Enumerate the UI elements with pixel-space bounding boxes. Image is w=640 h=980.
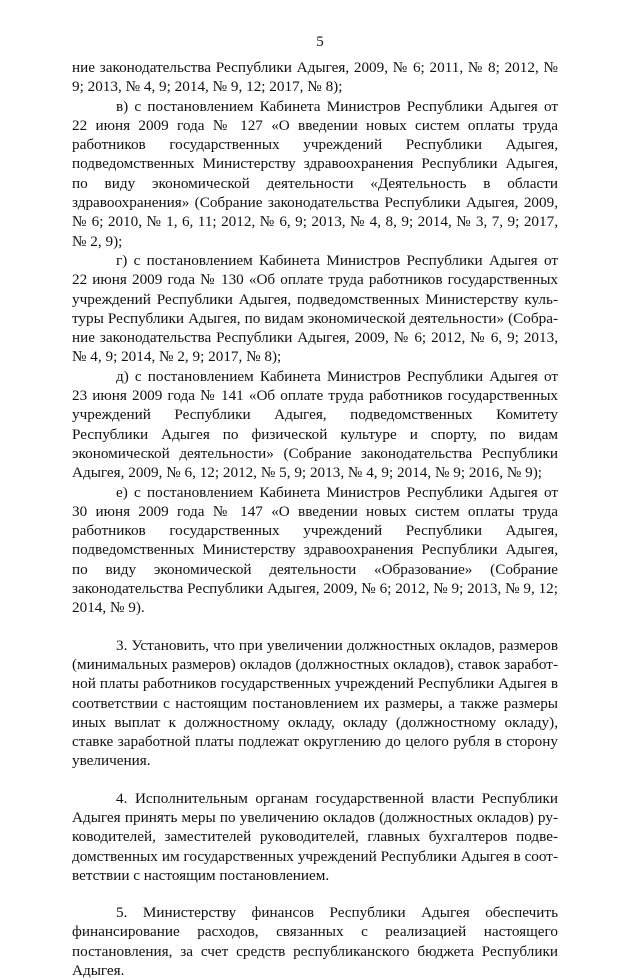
document-body (72, 58, 558, 980)
paragraph-item-e: е) с постановлением Кабинета Министров Республики Адыгея от 30 июня 2009 года № 147 «О введении новых систем оплаты труда работников государственных учреждений Республики Адыгея, подведомственных Министерству здравоохранения Республики Адыгея, по виду экономической деятельности «Образование» (Собрание законодательства Республики Адыгея, 2009, № 6; 2012, № 9; 2013, № 9, 12; 2014, № 9). (72, 483, 558, 617)
paragraph-section-3: 3. Установить, что при увеличении должностных окладов, размеров (минимальных размеров) окладов (должностных окладов), ставок заработной платы работников государственных учреждений Республики Адыгея в соответствии с настоящим постановлением их размеры, а также размеры иных выплат к должностному окладу, окладу (должностному окладу), ставке заработной платы подлежат округлению до целого рубля в сторону увеличения. (72, 636, 558, 770)
paragraph-item-d: д) с постановлением Кабинета Министров Республики Адыгея от 23 июня 2009 года № 141 «Об оплате труда работников государственных учреждений Республики Адыгея, подведомственных Комитету Республики Адыгея по физической культуре и спорту, по видам экономической деятельности» (Собрание законодательства Республики Адыгея, 2009, № 6, 12; 2012, № 5, 9; 2013, № 4, 9; 2014, № 9; 2016, № 9); (72, 367, 558, 482)
paragraph-continuation: ние законодательства Республики Адыгея, 2009, № 6; 2011, № 8; 2012, № 9; 2013, № 4, 9; 2014, № 9, 12; 2017, № 8); (72, 59, 558, 96)
paragraph-item-g: г) с постановлением Кабинета Министров Республики Адыгея от 22 июня 2009 года № 130 «Об оплате труда работников государственных учреждений Республики Адыгея, подведомственных Министерству культуры Республики Адыгея, по видам экономической деятельности» (Собрание законодательства Республики Адыгея, 2009, № 6; 2012, № 6, 9; 2013, № 4, 9; 2014, № 2, 9; 2017, № 8); (72, 251, 558, 366)
paragraph-section-5: 5. Министерству финансов Республики Адыгея обеспечить финансирование расходов, связанных с реализацией настоящего постановления, за счет средств республиканского бюджета Республики Адыгея. (72, 904, 558, 980)
page-number: 5 (316, 34, 324, 50)
paragraph-item-v: в) с постановлением Кабинета Министров Республики Адыгея от 22 июня 2009 года № 127 «О введении новых систем оплаты труда работников государственных учреждений Республики Адыгея, подведомственных Министерству здравоохранения Республики Адыгея, по виду экономической деятельности «Деятельность в области здравоохранения» (Собрание законодательства Республики Адыгея, 2009, № 6; 2010, № 1, 6, 11; 2012, № 6, 9; 2013, № 4, 8, 9; 2014, № 3, 7, 9; 2017, № 2, 9); (72, 97, 558, 250)
paragraph-section-4: 4. Исполнительным органам государственной власти Республики Адыгея принять меры по увеличению окладов (должностных окладов) руководителей, заместителей руководителей, главных бухгалтеров подведомственных им государственных учреждений Республики Адыгея в соответствии с настоящим постановлением. (72, 789, 558, 884)
